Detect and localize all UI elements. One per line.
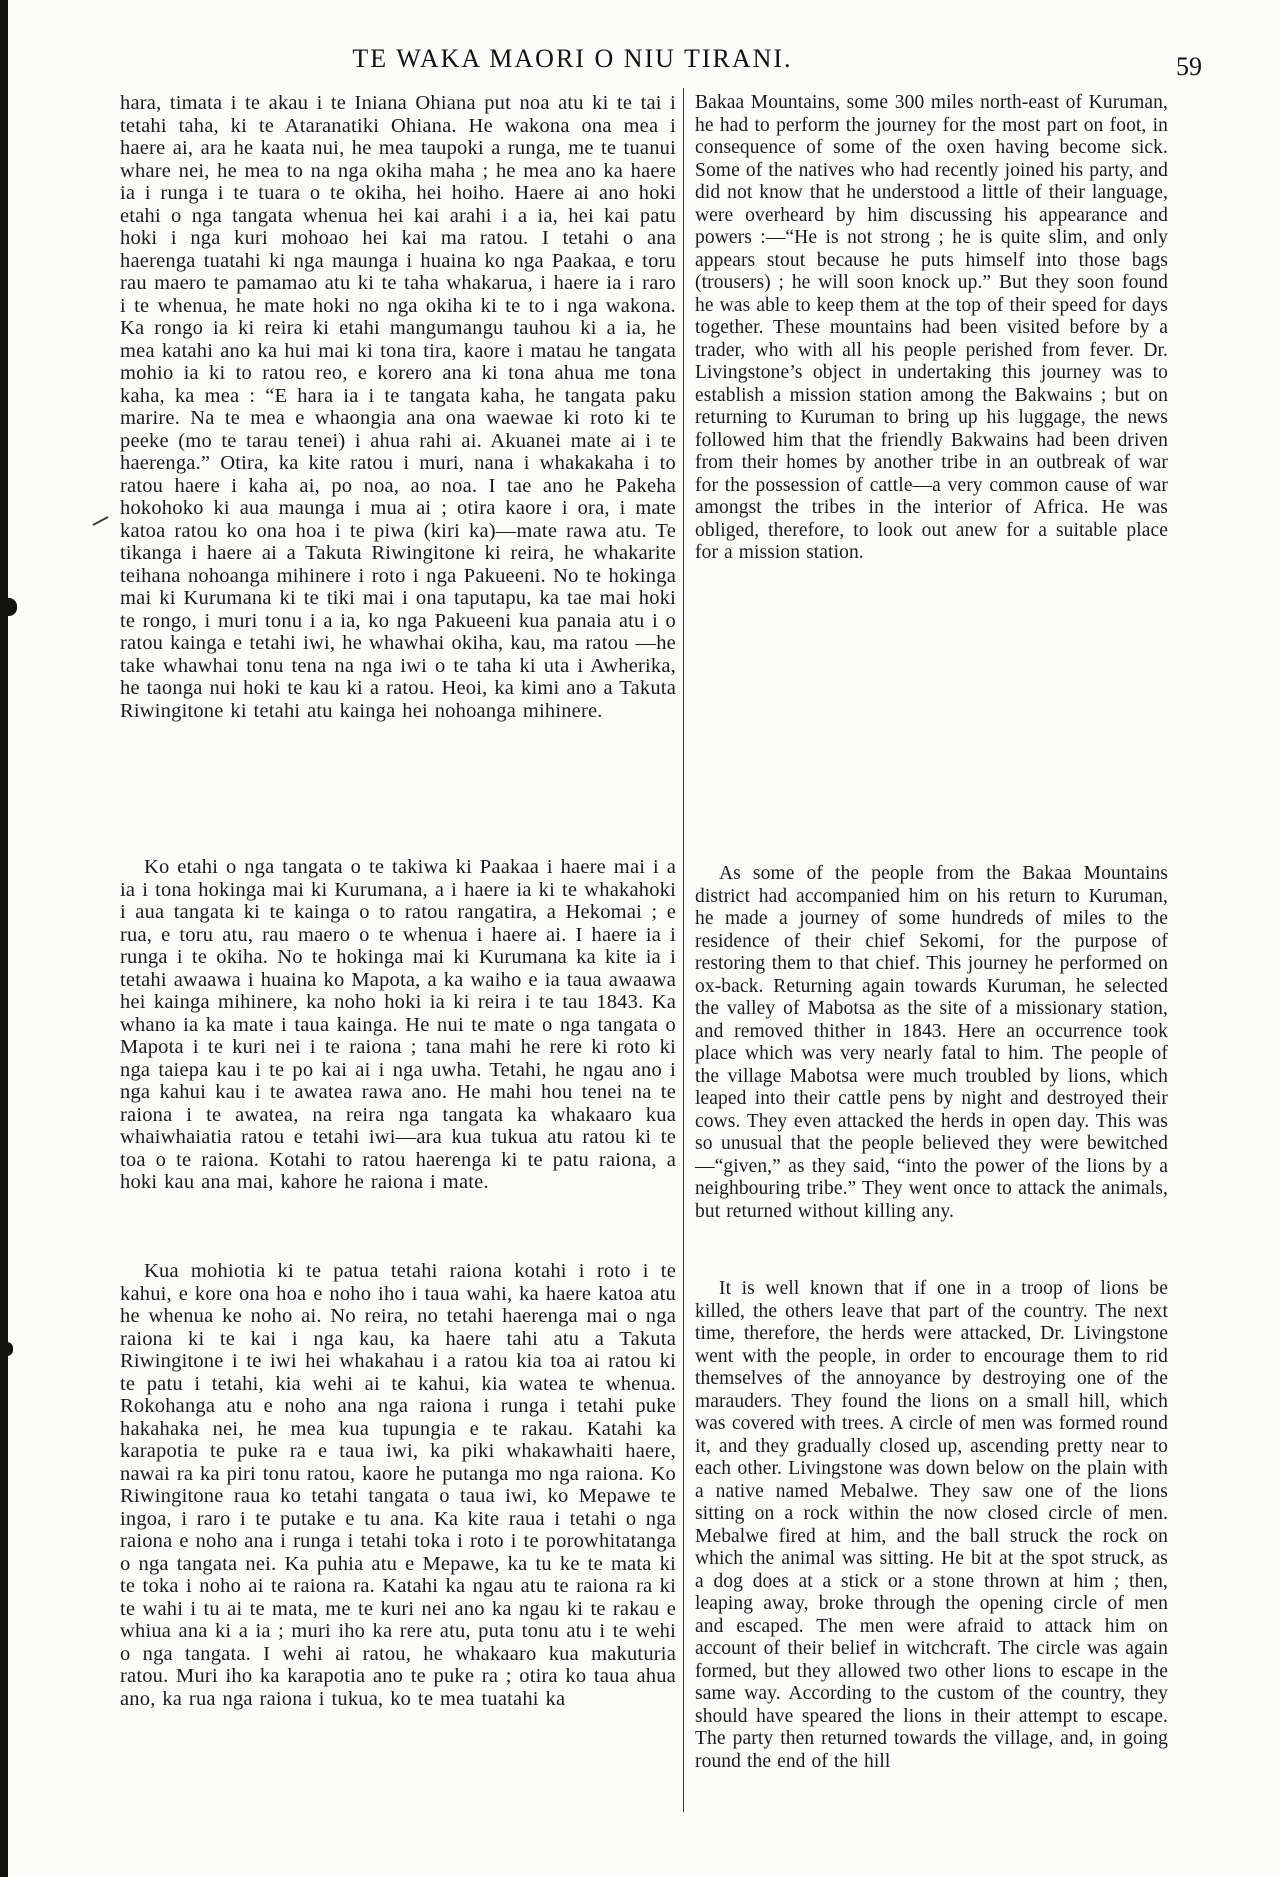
column-divider-rule: [683, 88, 684, 1812]
scan-edge-bump: [0, 598, 17, 616]
margin-pen-mark: [93, 516, 109, 526]
scan-edge-artifact: [0, 0, 8, 1877]
scan-edge-bump: [0, 1342, 13, 1356]
maori-paragraph-1: hara, timata i te akau i te Iniana Ohiana put noa atu ki te tai i tetahi taha, ki te Ataranatiki Ohiana. He wakona ona mea i haere ai, ara he kaata nui, he mea taupoki a runga, me te tuanui whare nei, he mea to na nga okiha maha ; he mea ano ka haere ia i runga i te tuara o te okiha, hei hoiho. Haere ai ano hoki etahi o nga tangata whenua hei kai arahi i a ia, hei kai patu hoki i nga kuri mohoao hei kai ma ratou. I tetahi o ana haerenga tuatahi ki nga maunga i huaina ko nga Paakaa, e toru rau maero te pamamao atu ki te taha whakarua, i haere ia i raro i te whenua, he mate hoki no nga okiha ki te to i nga wakona. Ka rongo ia ki reira ki etahi mangumangu tauhou ki a ia, he mea katahi ano ka hui mai ki tona tira, kaore i matau he tangata mohio ia ki to ratou reo, e korero ana ki tona ahua me tona kaha, ka mea : “E hara ia i te tangata kaha, he tangata paku marire. Na te mea e whaongia ana ona waewae ki roto ki te peeke (mo te tarau tenei) i ahua rahi ai. Akuanei mate ai i te haerenga.” Otira, ka kite ratou i muri, nana i whakakaha i to ratou haere i kaha ai, po noa, ao noa. I tae ano he Pakeha hokohoko ki aua maunga i mua ai ; otira kaore i ora, i mate katoa ratou ko ona hoa i te piwa (kiri ka)—mate rawa atu. Te tikanga i haere ai a Takuta Riwingitone ki reira, he whakarite teihana nohoanga mihinere i roto i nga Pakueeni. No te hokinga mai ki Kurumana ki te tiki mai i ona taputapu, ka tae mai hoki te rongo, i muri tonu i a ia, ko nga Pakueeni kua panaia atu i o ratou kainga e tetahi iwi, he whawhai okiha, kau, ma ratou —he take whawhai tonu tena na nga iwi o te taha ki uta i Awherika, he taonga nui hoki te kau ki a ratou. Heoi, ka kimi ano a Takuta Riwingitone ki tetahi atu kainga hei nohoanga mihinere.: [120, 92, 676, 722]
page-number: 59: [1176, 52, 1202, 81]
english-paragraph-2: As some of the people from the Bakaa Mountains district had accompanied him on his return to Kuruman, he made a journey of some hundreds of miles to the residence of their chief Sekomi, for the purpose of restoring them to that chief. This journey he performed on ox-back. Returning again towards Kuruman, he selected the valley of Mabotsa as the site of a missionary station, and removed thither in 1843. Here an occurrence took place which was very nearly fatal to him. The people of the village Mabotsa were much troubled by lions, which leaped into their cattle pens by night and destroyed their cows. They even attacked the herds in open day. This was so unusual that the people believed they were bewitched —“given,” as they said, “into the power of the lions by a neighbouring tribe.” They went once to attack the animals, but returned without killing any.: [695, 863, 1168, 1222]
english-paragraph-3: It is well known that if one in a troop of lions be killed, the others leave that part of the country. The next time, therefore, the herds were attacked, Dr. Livingstone went with the people, in order to encourage them to rid themselves of the annoyance by destroying one of the marauders. They found the lions on a small hill, which was covered with trees. A circle of men was formed round it, and they gradually closed up, ascending pretty near to each other. Livingstone was down below on the plain with a native named Mebalwe. They saw one of the lions sitting on a rock within the now closed circle of men. Mebalwe fired at him, and the ball struck the rock on which the animal was sitting. He bit at the spot struck, as a dog does at a stick or a stone thrown at him ; then, leaping away, broke through the opening circle of men and escaped. The men were afraid to attack him on account of their belief in witchcraft. The circle was again formed, but they allowed two other lions to escape in the same way. According to the custom of the country, they should have speared the lions in their attempt to escape. The party then returned towards the village, and, in going round the end of the hill: [695, 1278, 1168, 1772]
maori-paragraph-3: Kua mohiotia ki te patua tetahi raiona kotahi i roto i te kahui, e kore ona hoa e noho iho i taua wahi, ka haere katoa atu he whenua ke noho ai. No reira, no tetahi haerenga mai o nga raiona ki te kai i nga kau, ka haere tahi atu a Takuta Riwingitone i te iwi hei whakahau i a ratou kia toa ai ratou ki te patu i tetahi, kia wehi ai te kahui, kia watea te whenua. Rokohanga atu e noho ana nga raiona i runga i tetahi puke hakahaka nei, he mea kua tupungia e te rakau. Katahi ka karapotia te puke ra e taua iwi, ka piki whakawhaiti haere, nawai ra ka piri tonu ratou, kaore he putanga mo nga raiona. Ko Riwingitone raua ko tetahi tangata o taua iwi, ko Mepawe te ingoa, i raro i te putake e tu ana. Ka kite raua i tetahi o nga raiona e noho ana i runga i tetahi toka i roto i te porowhitatanga o nga tangata nei. Ka puhia atu e Mepawe, ka tu ke te mata ki te toka i noho ai te raiona ra. Katahi ka ngau atu te raiona ra ki te wahi i tu ai te mata, me te kuri nei ano ka ngau ki te rakau e whiua ana ki a ia ; muri iho ka rere atu, puta tonu atu i te wehi o nga tangata. I wehi ai ratou, he whakaaro kua makuturia ratou. Muri iho ka karapotia ano te puke ra ; otira ko taua ahua ano, ka rua nga raiona i tukua, ko te mea tuatahi ka: [120, 1260, 676, 1710]
masthead-title: TE WAKA MAORI O NIU TIRANI.: [352, 44, 793, 73]
english-paragraph-1: Bakaa Mountains, some 300 miles north-east of Kuruman, he had to perform the journey for the most part on foot, in consequence of some of the oxen having become sick. Some of the natives who had recently joined his party, and did not know that he understood a little of their language, were overheard by him discussing his appearance and powers :—“He is not strong ; he is quite slim, and only appears stout because he puts himself into those bags (trousers) ; he will soon knock up.” But they soon found he was able to keep them at the top of their speed for days together. These mountains had been visited before by a trader, who with all his people perished from fever. Dr. Livingstone’s object in undertaking this journey was to establish a mission station among the Bakwains ; but on returning to Kuruman to bring up his luggage, the news followed him that the friendly Bakwains had been driven from their homes by another tribe in an outbreak of war for the possession of cattle—a very common cause of war amongst the tribes in the interior of Africa. He was obliged, therefore, to look out anew for a suitable place for a mission station.: [695, 92, 1168, 563]
maori-paragraph-2: Ko etahi o nga tangata o te takiwa ki Paakaa i haere mai i a ia i tona hokinga mai ki Kurumana, a i haere ia ki te whakahoki i aua tangata ki te kainga o to ratou rangatira, a Hekomai ; e rua, e toru atu, rau maero o te whenua i haere ai. I haere ia i runga i te okiha. No te hokinga mai ki Kurumana ka kite ia i tetahi awaawa i huaina ko Mapota, a ka waiho e ia taua awaawa hei kainga mihinere, ka noho hoki ia ki reira i te tau 1843. Ka whano ia ka mate i taua kainga. He nui te mate o nga tangata o Mapota i te kuri nei i te raiona ; tana mahi he rere ki roto ki nga taiepa kau i te po kai ai i nga uwha. Tetahi, he ngau ano i nga kahui kau i te awatea rawa ano. He mahi hou tenei na te raiona i te awatea, na reira nga tangata ka whakaaro kua whaiwhaiatia ratou e tetahi iwi—ara kua tukua atu ratou ki te toa o te raiona. Kotahi to ratou haerenga ki te patu raiona, a hoki kau ana mai, kahore he raiona i mate.: [120, 856, 676, 1193]
